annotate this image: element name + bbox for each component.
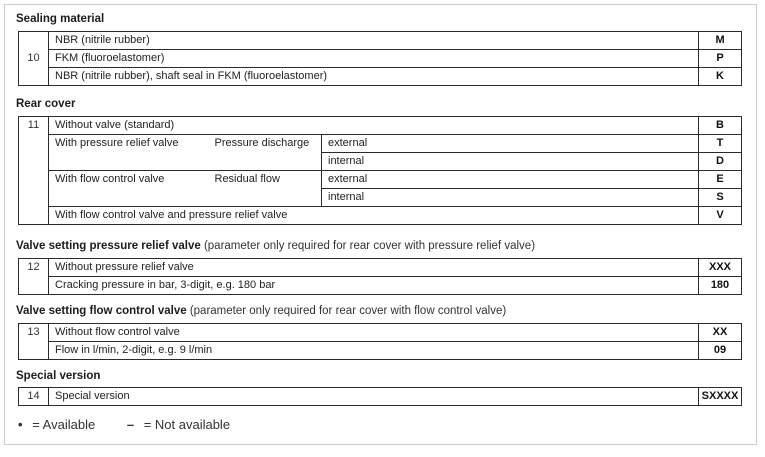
option-label: Without flow control valve	[49, 324, 699, 342]
option-label: Without pressure relief valve	[49, 259, 699, 277]
option-number: 10	[19, 32, 49, 86]
option-parameter: Residual flow	[209, 171, 322, 189]
table-row	[19, 153, 742, 171]
table-row	[19, 189, 742, 207]
option-code: XX	[699, 324, 742, 342]
available-text: = Available	[32, 417, 96, 432]
option-label: NBR (nitrile rubber)	[49, 32, 699, 50]
option-variant: external	[322, 135, 699, 153]
not-available-symbol: –	[126, 417, 135, 432]
not-available-text: = Not available	[143, 417, 231, 432]
option-number: 13	[19, 324, 49, 342]
option-label: With pressure relief valve	[49, 135, 209, 153]
option-label: FKM (fluoroelastomer)	[49, 50, 699, 68]
option-number: 12	[19, 259, 49, 277]
section-title-prv-setting: Valve setting pressure relief valve (parameter only required for rear cover with pressure relief valve)	[16, 240, 536, 252]
option-variant: internal	[322, 153, 699, 171]
option-variant: external	[322, 171, 699, 189]
section-title-rear-cover: Rear cover	[16, 98, 76, 110]
section-title-fcv-setting: Valve setting flow control valve (parameter only required for rear cover with flow control valve)	[16, 305, 507, 317]
option-label: Flow in l/min, 2-digit, e.g. 9 l/min	[49, 342, 699, 360]
table-row	[19, 50, 742, 68]
sealing-table	[18, 31, 742, 86]
prv-setting-table	[18, 258, 742, 295]
legend	[18, 417, 230, 432]
option-code: M	[699, 32, 742, 50]
option-code: V	[699, 207, 742, 225]
option-code: K	[699, 68, 742, 86]
section-note: (parameter only required for rear cover with pressure relief valve)	[200, 240, 536, 252]
option-code: XXX	[699, 259, 742, 277]
section-title-sealing: Sealing material	[16, 13, 105, 25]
table-row	[19, 68, 742, 86]
option-variant: internal	[322, 189, 699, 207]
option-label: Cracking pressure in bar, 3-digit, e.g. 180 bar	[49, 277, 699, 295]
available-symbol: •	[18, 417, 23, 432]
section-note: (parameter only required for rear cover with flow control valve)	[186, 305, 507, 317]
option-code: SXXXX	[699, 388, 742, 406]
table-row	[19, 135, 742, 153]
table-row	[19, 171, 742, 189]
option-code: E	[699, 171, 742, 189]
option-code: B	[699, 117, 742, 135]
table-row	[19, 342, 742, 360]
table-row	[19, 324, 742, 342]
table-row	[19, 207, 742, 225]
table-row	[19, 388, 742, 406]
option-code: T	[699, 135, 742, 153]
table-row	[19, 32, 742, 50]
section-title-special: Special version	[16, 370, 101, 382]
option-label: With flow control valve and pressure relief valve	[49, 207, 699, 225]
option-code: 09	[699, 342, 742, 360]
option-parameter: Pressure discharge	[209, 135, 322, 153]
option-number: 11	[19, 117, 49, 135]
option-code: 180	[699, 277, 742, 295]
option-code: S	[699, 189, 742, 207]
option-label: Special version	[49, 388, 699, 406]
option-code: D	[699, 153, 742, 171]
table-row	[19, 277, 742, 295]
rear-cover-table	[18, 116, 742, 225]
option-code: P	[699, 50, 742, 68]
table-row	[19, 117, 742, 135]
special-table	[18, 387, 742, 406]
option-label: With flow control valve	[49, 171, 209, 189]
option-label: Without valve (standard)	[49, 117, 699, 135]
option-number: 14	[19, 388, 49, 406]
fcv-setting-table	[18, 323, 742, 360]
option-label: NBR (nitrile rubber), shaft seal in FKM (fluoroelastomer)	[49, 68, 699, 86]
table-row	[19, 259, 742, 277]
